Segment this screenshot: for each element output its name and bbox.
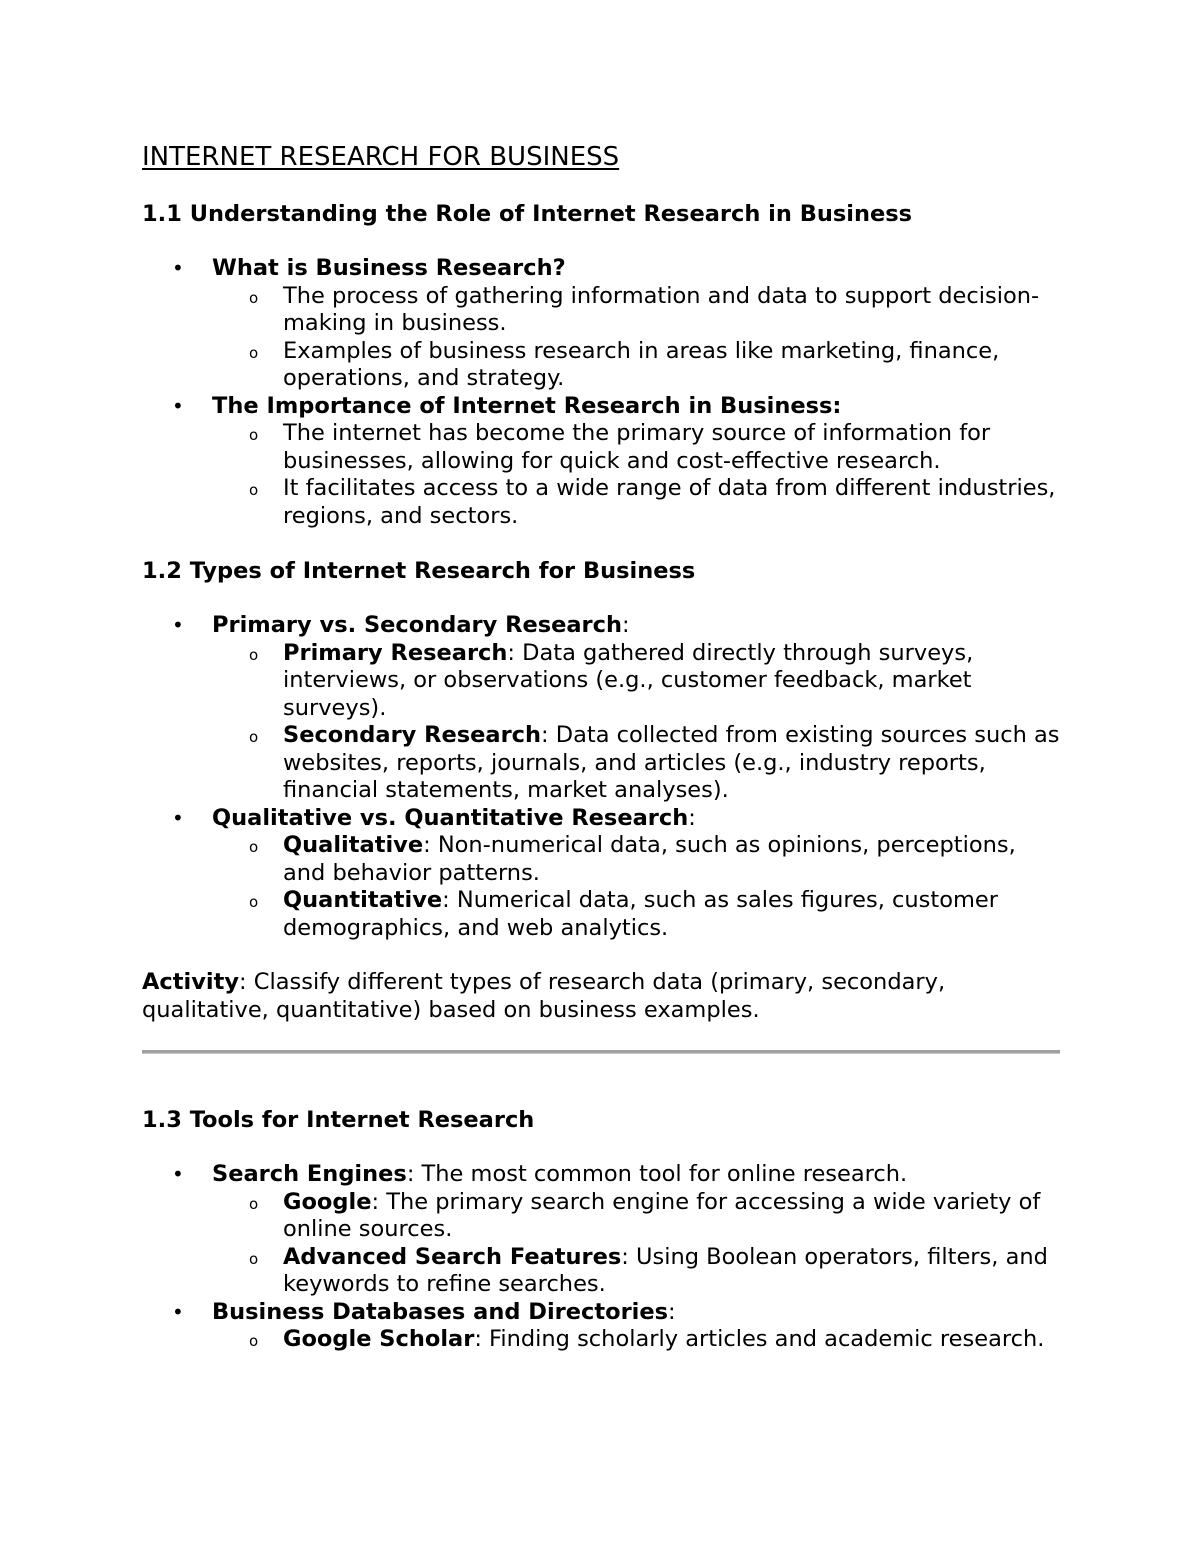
sub-item-term: Primary Research <box>283 639 508 666</box>
sub-list <box>212 832 1062 942</box>
sub-list <box>212 1326 1062 1354</box>
circle-bullet-icon: o <box>249 645 259 664</box>
section-heading-1-2: 1.2 Types of Internet Research for Business <box>142 558 696 584</box>
document-page <box>142 140 1062 1354</box>
list-item <box>142 1161 1062 1299</box>
sub-item-term: Quantitative <box>283 887 443 913</box>
sub-item-text: : Data gathered directly through surveys, interviews, or observations (e.g., customer feedback, market surveys). <box>283 639 974 721</box>
sub-item-text: Examples of business research in areas like marketing, finance, operations, and strategy. <box>283 337 1000 391</box>
bullet-icon: • <box>172 256 184 280</box>
list-item <box>142 612 1062 805</box>
section-1-2-list <box>142 612 1062 942</box>
sub-item-text: It facilitates access to a wide range of data from different industries, regions, and sectors. <box>283 475 1056 529</box>
sub-list <box>212 420 1062 530</box>
horizontal-divider <box>142 1050 1060 1054</box>
sub-list <box>212 1189 1062 1299</box>
list-item <box>142 805 1062 943</box>
circle-bullet-icon: o <box>249 1249 259 1268</box>
sub-list-item <box>142 475 1062 530</box>
sub-list-item <box>142 722 1062 805</box>
sub-item-term: Advanced Search Features <box>283 1243 622 1270</box>
list-item-suffix: : The most common tool for online research. <box>406 1161 908 1187</box>
sub-list-item <box>142 283 1062 338</box>
section-heading-1-1: 1.1 Understanding the Role of Internet Research in Business <box>142 201 913 227</box>
sub-list-item <box>142 832 1062 887</box>
sub-item-text: : Data collected from existing sources such as websites, reports, journals, and articles (e.g., industry reports, financial statements, market analyses). <box>283 722 1060 803</box>
bullet-icon: • <box>172 1162 184 1186</box>
sub-item-text: : Numerical data, such as sales figures, customer demographics, and web analytics. <box>283 887 998 941</box>
circle-bullet-icon: o <box>249 728 259 746</box>
list-item-suffix: : <box>668 1298 676 1325</box>
circle-bullet-icon: o <box>249 288 259 307</box>
list-item-label: Primary vs. Secondary Research <box>212 612 622 638</box>
sub-list-item <box>142 640 1062 723</box>
sub-item-term: Google <box>283 1188 372 1215</box>
sub-list-item <box>142 1189 1062 1244</box>
sub-item-text: : Finding scholarly articles and academic research. <box>474 1326 1045 1352</box>
sub-list <box>212 640 1062 805</box>
sub-list-item <box>142 1244 1062 1299</box>
sub-item-term: Qualitative <box>283 832 424 858</box>
bullet-icon: • <box>172 613 184 637</box>
activity-text: : Classify different types of research data (primary, secondary, qualitative, quantitative) based on business examples. <box>142 969 946 1023</box>
list-item <box>142 393 1062 531</box>
sub-item-term: Google Scholar <box>283 1326 475 1352</box>
bullet-icon: • <box>172 805 184 830</box>
sub-item-text: The process of gathering information and data to support decision-making in business. <box>283 282 1040 336</box>
sub-item-term: Secondary Research <box>283 722 542 748</box>
sub-list-item <box>142 1326 1062 1354</box>
circle-bullet-icon: o <box>249 481 259 499</box>
list-item-suffix: : <box>688 804 696 831</box>
bullet-icon: • <box>172 1299 184 1324</box>
circle-bullet-icon: o <box>249 1194 259 1213</box>
circle-bullet-icon: o <box>249 1332 259 1350</box>
section-heading-1-3: 1.3 Tools for Internet Research <box>142 1107 535 1133</box>
sub-item-text: The internet has become the primary source of information for businesses, allowing for quick and cost-effective research. <box>283 420 991 474</box>
section-1-3-list <box>142 1161 1062 1354</box>
section-1-1-list <box>142 255 1062 530</box>
sub-item-text: : Non-numerical data, such as opinions, perceptions, and behavior patterns. <box>283 832 1016 886</box>
sub-list-item <box>142 338 1062 393</box>
sub-list <box>212 283 1062 393</box>
list-item-label: Search Engines <box>212 1161 407 1187</box>
list-item-label: What is Business Research? <box>212 255 566 281</box>
list-item-label: Qualitative vs. Quantitative Research <box>212 804 689 831</box>
sub-item-text: : Using Boolean operators, filters, and keywords to refine searches. <box>283 1243 1048 1297</box>
sub-item-text: : The primary search engine for accessing a wide variety of online sources. <box>283 1188 1041 1242</box>
sub-list-item <box>142 887 1062 942</box>
list-item-label: Business Databases and Directories <box>212 1298 669 1325</box>
bullet-icon: • <box>172 393 184 418</box>
list-item-suffix: : <box>622 612 630 638</box>
document-title: INTERNET RESEARCH FOR BUSINESS <box>142 142 620 172</box>
circle-bullet-icon: o <box>249 343 259 362</box>
circle-bullet-icon: o <box>249 893 259 911</box>
activity-paragraph <box>142 969 1062 1024</box>
circle-bullet-icon: o <box>249 426 259 444</box>
list-item <box>142 1299 1062 1354</box>
list-item-label: The Importance of Internet Research in Business: <box>212 392 842 419</box>
sub-list-item <box>142 420 1062 475</box>
list-item <box>142 255 1062 393</box>
circle-bullet-icon: o <box>249 838 259 856</box>
activity-term: Activity <box>142 969 240 995</box>
